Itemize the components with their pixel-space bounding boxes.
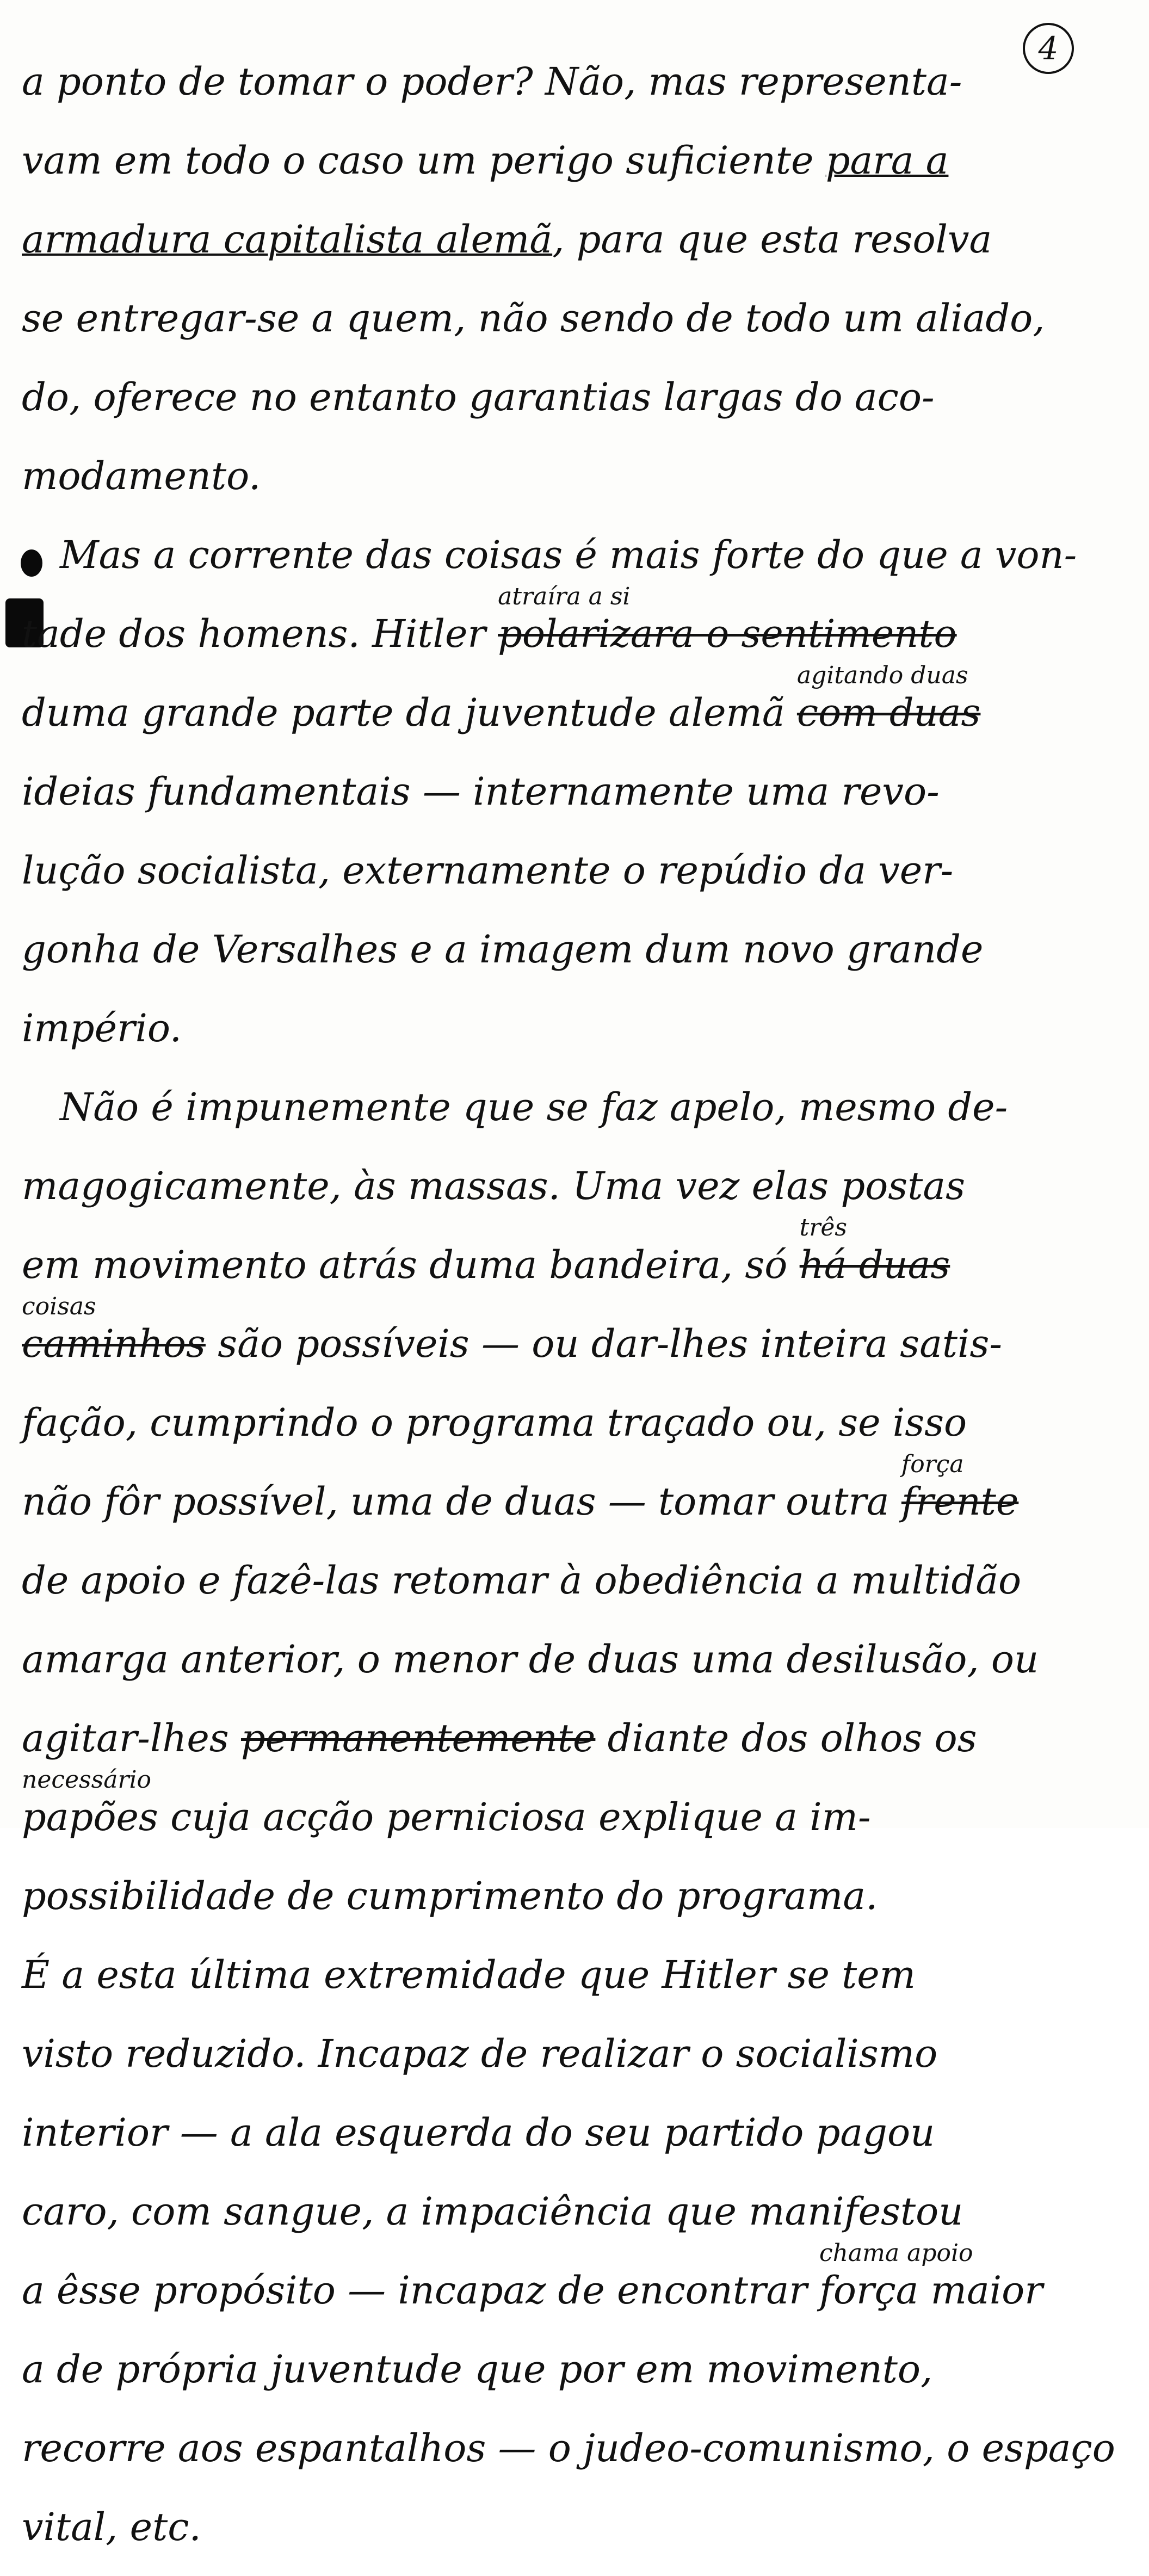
segment-text: império. (22, 1006, 182, 1051)
segment-text: frente (901, 1479, 1019, 1524)
text-segment (206, 1321, 1002, 1366)
text-line (22, 1766, 1115, 1866)
segment-text: a êsse propósito — incapaz de encontrar (22, 2268, 819, 2313)
text-line (22, 998, 1115, 1077)
segment-text: gonha de Versalhes e a imagem dum novo grande (22, 927, 984, 972)
segment-text: diante dos olhos os (595, 1716, 977, 1760)
interlinear-insertion: três (799, 1214, 848, 1241)
text-segment (22, 375, 935, 419)
text-line (22, 662, 1115, 762)
text-line (22, 1214, 1115, 1314)
text-segment (22, 59, 962, 104)
segment-text: papões (22, 1795, 158, 1839)
text-segment (22, 2031, 937, 2076)
text-segment (22, 2189, 963, 2234)
text-line (22, 1450, 1115, 1550)
text-line (22, 762, 1115, 841)
segment-text: permanentemente (240, 1716, 596, 1760)
text-segment (22, 769, 940, 814)
text-segment (22, 848, 953, 893)
segment-text: a de própria juventude que por em movimento, (22, 2347, 933, 2392)
segment-text: magogicamente, às massas. Uma vez elas postas (22, 1164, 966, 1208)
segment-text: Mas a corrente das coisas é mais forte do que a von- (60, 533, 1077, 577)
text-segment (60, 1085, 1008, 1129)
struck-out-text (241, 1716, 595, 1760)
text-line (22, 367, 1115, 446)
interlinear-insertion: força (901, 1450, 964, 1478)
text-line (22, 1945, 1115, 2024)
segment-text: fação, cumprindo o programa traçado ou, se isso (22, 1400, 967, 1445)
struck-out-text (22, 1293, 206, 1366)
text-segment (22, 1164, 965, 1208)
segment-text: força maior (819, 2268, 1043, 2313)
struck-out-text (796, 662, 981, 735)
text-segment (819, 2239, 1043, 2313)
struck-out-text (901, 1450, 1019, 1524)
struck-out-text (799, 1214, 950, 1287)
text-line (22, 2239, 1115, 2339)
text-line (22, 2024, 1115, 2103)
text-line (22, 131, 1115, 209)
text-segment (22, 217, 552, 262)
segment-text: visto reduzido. Incapaz de realizar o socialismo (22, 2031, 938, 2076)
segment-text: polarizara o sentimento (498, 611, 957, 656)
segment-text: de apoio e fazê-las retomar à obediência a multidão (22, 1558, 1022, 1603)
text-segment (22, 1243, 800, 1287)
segment-text: são possíveis — ou dar-lhes inteira satis- (205, 1321, 1003, 1366)
text-segment (22, 1558, 1021, 1603)
text-line (22, 446, 1115, 525)
text-line (22, 1550, 1115, 1629)
segment-text: do, oferece no entanto garantias largas do aco- (22, 375, 935, 419)
text-segment (22, 2505, 201, 2549)
interlinear-insertion: agitando duas (796, 662, 968, 689)
segment-text: possibilidade de cumprimento do programa. (22, 1874, 878, 1918)
segment-text: É a esta última extremidade que Hitler se tem (22, 1953, 916, 1997)
segment-text: com duas (796, 690, 981, 735)
text-line (22, 1708, 1115, 1787)
text-segment (22, 927, 983, 972)
text-segment (22, 138, 826, 183)
text-segment (22, 690, 797, 735)
interlinear-insertion: atraíra a si (498, 583, 631, 610)
interlinear-insertion: coisas (22, 1293, 96, 1320)
text-line (22, 2418, 1115, 2497)
text-line (22, 2339, 1115, 2418)
text-line (22, 52, 1115, 131)
text-segment (22, 296, 1045, 341)
text-segment (22, 611, 498, 656)
segment-text: vital, etc. (22, 2505, 201, 2549)
struck-out-text (498, 583, 957, 656)
segment-text: vam em todo o caso um perigo suficiente (22, 138, 826, 183)
segment-text: a ponto de tomar o poder? Não, mas representa- (22, 59, 962, 104)
segment-text: caro, com sangue, a impaciência que manifestou (22, 2189, 963, 2234)
text-line (22, 1293, 1115, 1393)
text-line (22, 2103, 1115, 2182)
text-segment (22, 1400, 967, 1445)
text-segment (22, 1637, 1039, 1682)
segment-text: interior — a ala esquerda do seu partido pagou (22, 2110, 935, 2155)
text-line (22, 1866, 1115, 1945)
segment-text: cuja acção perniciosa explique a im- (158, 1795, 871, 1839)
segment-text: modamento. (22, 454, 261, 498)
text-segment (552, 217, 992, 262)
segment-text: Não é impunemente que se faz apelo, mesmo de- (60, 1085, 1008, 1129)
text-segment (22, 1874, 878, 1918)
segment-text: há duas (799, 1243, 950, 1287)
text-segment (158, 1795, 871, 1839)
segment-text: tade dos homens. Hitler (22, 611, 498, 656)
text-segment (22, 2426, 1115, 2470)
text-line (22, 2497, 1115, 2576)
text-line (22, 1156, 1115, 1235)
segment-text: lução socialista, externamente o repúdio da ver- (22, 848, 954, 893)
segment-text: para a (825, 138, 949, 183)
segment-text: se entregar-se a quem, não sendo de todo um aliado, (22, 296, 1045, 341)
text-line (22, 1077, 1115, 1156)
segment-text: armadura capitalista alemã (22, 217, 553, 262)
text-segment (60, 533, 1077, 577)
text-line (22, 841, 1115, 919)
manuscript-text-body (22, 52, 1115, 2576)
segment-text: amarga anterior, o menor de duas uma desilusão, ou (22, 1637, 1039, 1682)
interlinear-insertion: chama apoio (819, 2239, 973, 2267)
text-line (22, 919, 1115, 998)
text-segment (22, 1006, 182, 1051)
segment-text: , para que esta resolva (552, 217, 992, 262)
segment-text: não fôr possível, uma de duas — tomar outra (22, 1479, 901, 1524)
segment-text: duma grande parte da juventude alemã (22, 690, 797, 735)
text-segment (22, 2110, 935, 2155)
text-segment (22, 454, 261, 498)
segment-text: ideias fundamentais — internamente uma revo- (22, 769, 940, 814)
segment-text: em movimento atrás duma bandeira, só (22, 1243, 800, 1287)
text-segment (22, 1716, 241, 1760)
text-segment (22, 1953, 916, 1997)
segment-text: recorre aos espantalhos — o judeo-comunismo, o espaço (22, 2426, 1115, 2470)
text-segment (22, 2268, 819, 2313)
page-number-circled: 4 (1023, 23, 1074, 74)
text-segment (22, 1479, 901, 1524)
text-segment (22, 2347, 932, 2392)
interlinear-insertion: necessário (22, 1766, 152, 1794)
text-line (22, 209, 1115, 288)
text-segment (22, 1766, 158, 1839)
text-segment (826, 138, 949, 183)
text-segment (595, 1716, 977, 1760)
segment-text: agitar-lhes (22, 1716, 241, 1760)
text-line (22, 288, 1115, 367)
segment-text: caminhos (22, 1321, 206, 1366)
text-line (22, 1629, 1115, 1708)
